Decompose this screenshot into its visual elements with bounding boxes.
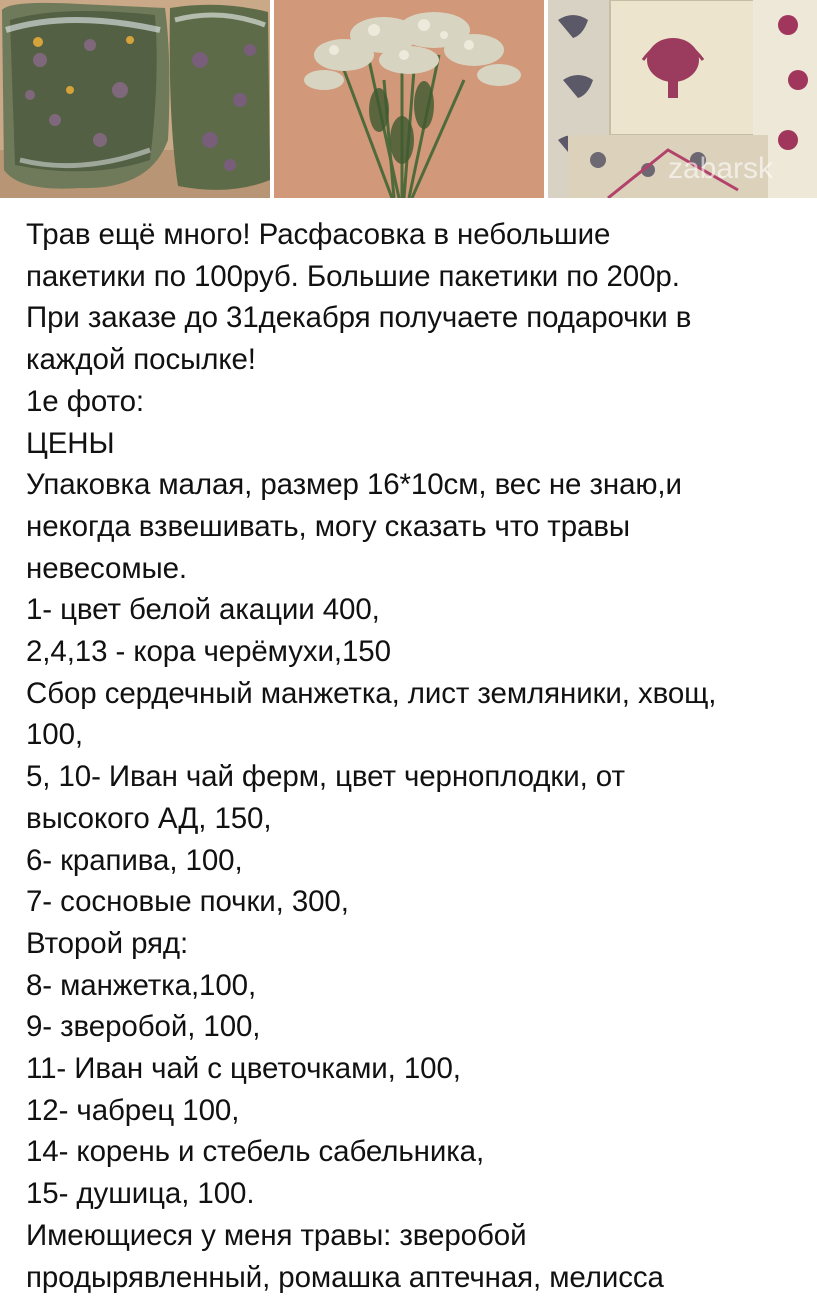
post-line: продырявленный, ромашка аптечная, мелисса <box>26 1260 664 1294</box>
post-line: 1е фото: <box>26 384 145 418</box>
watermark-text: zabarsk <box>668 152 774 185</box>
post-line: 8- манжетка,100, <box>26 968 257 1002</box>
post-line: 1- цвет белой акации 400, <box>26 593 380 627</box>
post-line: ЦЕНЫ <box>26 426 115 460</box>
photo-embroidered-sachets[interactable] <box>548 0 817 198</box>
post-line: 14- корень и стебель сабельника, <box>26 1135 485 1169</box>
post-text <box>26 214 806 1298</box>
post-line: 5, 10- Иван чай ферм, цвет черноплодки, от <box>26 760 625 794</box>
post-line: Трав ещё много! Расфасовка в небольшие <box>26 218 611 251</box>
yarrow-bundle-photo <box>274 0 544 198</box>
post-line: Имеющиеся у меня травы: зверобой <box>26 1218 527 1252</box>
post-line: 12- чабрец 100, <box>26 1093 240 1127</box>
photo-dried-herbs-bags[interactable] <box>0 0 270 198</box>
post-line: 6- крапива, 100, <box>26 843 243 877</box>
post-line: 9- зверобой, 100, <box>26 1010 261 1044</box>
post-line: Упаковка малая, размер 16*10см, вес не знаю,и <box>26 468 682 502</box>
post-line: Сбор сердечный манжетка, лист земляники, хвощ, <box>26 676 717 710</box>
post-line: 7- сосновые почки, 300, <box>26 885 349 919</box>
photo-strip <box>0 0 817 198</box>
post-line: 100, <box>26 718 84 752</box>
post-line: 11- Иван чай с цветочками, 100, <box>26 1052 461 1086</box>
post-line: каждой посылке! <box>26 343 256 377</box>
post-line: пакетики по 100руб. Большие пакетики по 200р. <box>26 259 680 293</box>
post-line: При заказе до 31декабря получаете подарочки в <box>26 301 692 335</box>
embroidered-sachets-photo <box>548 0 817 198</box>
post-line: 2,4,13 - кора черёмухи,150 <box>26 635 391 669</box>
post-line: некогда взвешивать, могу сказать что травы <box>26 509 631 543</box>
post-line: Второй ряд: <box>26 926 189 960</box>
post-line: невесомые. <box>26 551 188 585</box>
dried-herbs-bags-photo <box>0 0 270 198</box>
photo-yarrow-bundle[interactable] <box>274 0 544 198</box>
post-line: высокого АД, 150, <box>26 801 272 835</box>
post-line: 15- душица, 100. <box>26 1177 255 1211</box>
